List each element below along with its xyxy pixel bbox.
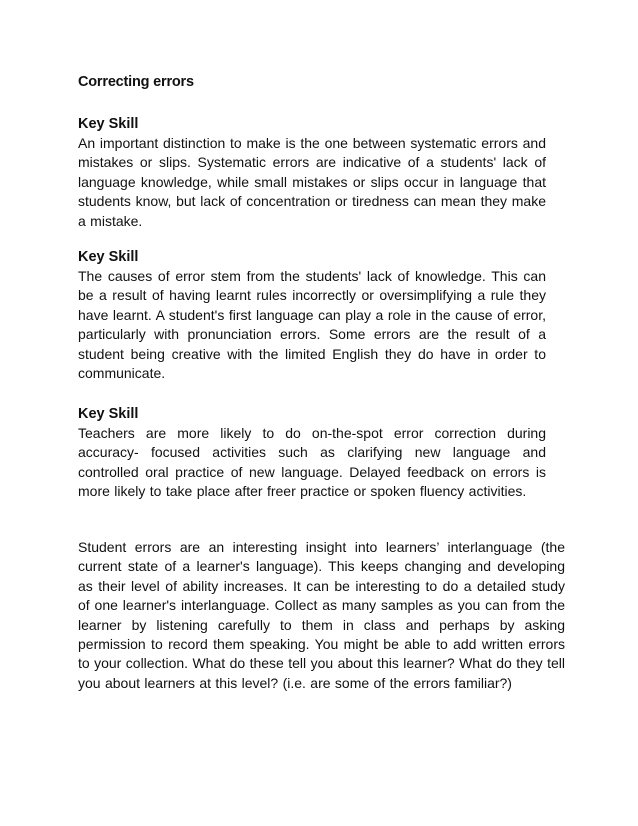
key-skill-section-1 — [78, 115, 546, 231]
key-skill-section-3 — [78, 405, 546, 502]
section-body: An important distinction to make is the one between systematic errors and mistakes or slips. Systematic errors are indicative of a students' lack of language knowledge, while small mistakes or slips occur in language that students know, but lack of concentration or tiredness can mean they make a mistake. — [78, 135, 546, 229]
section-heading: Key Skill — [78, 116, 139, 132]
section-body: Teachers are more likely to do on-the-spot error correction during accuracy- focused activities such as clarifying new language and controlled oral practice of new language. Delayed feedback on errors is more likely to take place after freer practice or spoken fluency activities. — [78, 425, 546, 500]
key-skill-section-2 — [78, 248, 546, 383]
section-heading: Key Skill — [78, 249, 139, 265]
closing-paragraph: Student errors are an interesting insight into learners’ interlanguage (the current state of a learner's language). This keeps changing and developing as their level of ability increases. It can be interesting to do a detailed study of one learner's interlanguage. Collect as many samples as you can from the learner by listening carefully to them in class and perhaps by asking permission to record them speaking. You might be able to add written errors to your collection. What do these tell you about this learner? What do they tell you about learners at this level? (i.e. are some of the errors familiar?) — [78, 539, 565, 691]
page-title: Correcting errors — [78, 74, 194, 90]
closing-section — [78, 538, 565, 693]
section-body: The causes of error stem from the students' lack of knowledge. This can be a result of having learnt rules incorrectly or oversimplifying a rule they have learnt. A student's first language can play a role in the cause of error, particularly with pronunciation errors. Some errors are the result of a student being creative with the limited English they do have in order to communicate. — [78, 268, 546, 382]
section-heading: Key Skill — [78, 406, 139, 422]
